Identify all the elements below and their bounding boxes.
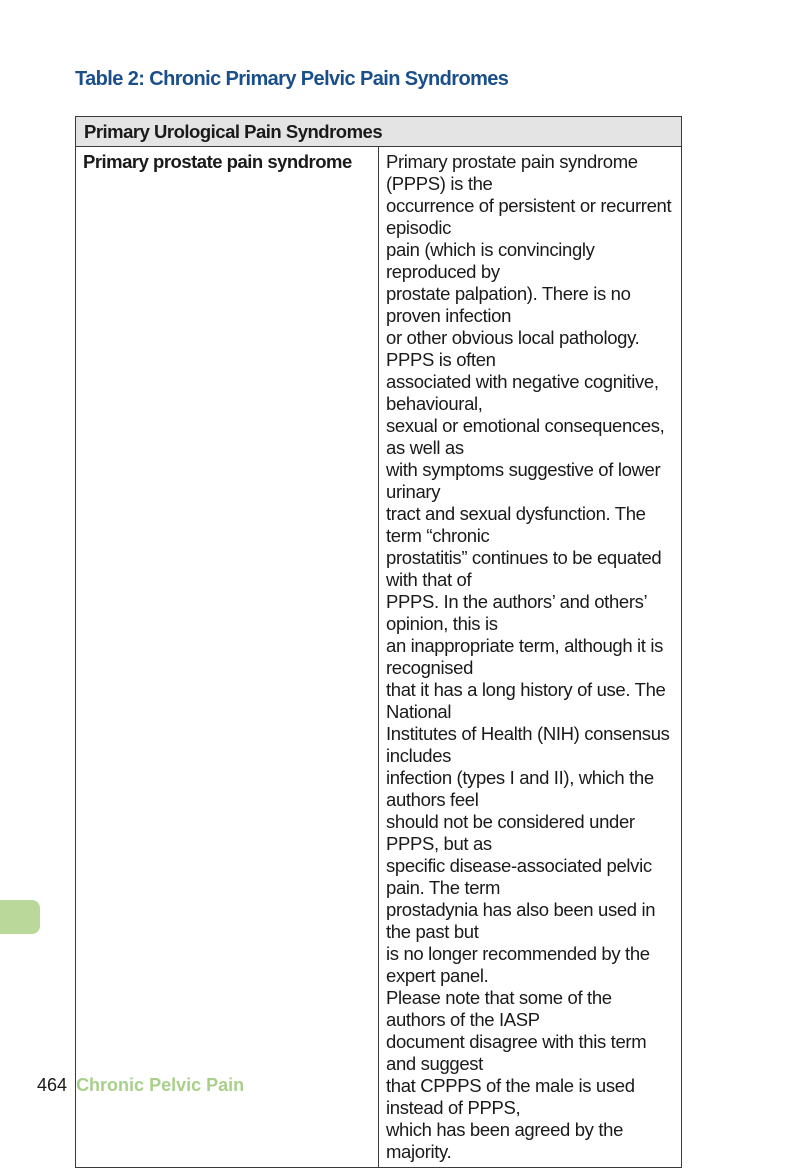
table-section-header-row — [76, 117, 682, 147]
page-number: 464 — [37, 1075, 68, 1095]
section-header: Primary Urological Pain Syndromes — [76, 117, 682, 147]
table-title: Table 2: Chronic Primary Pelvic Pain Syndromes — [75, 68, 509, 90]
syndromes-table — [75, 116, 682, 1168]
table-row — [76, 147, 682, 1168]
chapter-side-tab — [0, 900, 40, 934]
running-title: Chronic Pelvic Pain — [76, 1075, 245, 1095]
page-footer — [37, 1075, 244, 1096]
definition-cell: Primary prostate pain syndrome (PPPS) is the occurrence of persistent or recurrent episodic pain (which is convincingly reproduced by prostate palpation). There is no proven infection or other obvious local pathology. PPPS is often associated with negative cognitive, behavioural, sexual or emotional consequences, as well as with symptoms suggestive of lower urinary tract and sexual dysfunction. The term “chronic prostatitis” continues to be equated with that of PPPS. In the authors’ and others’ opinion, this is an inappropriate term, although it is recognised that it has a long history of use. The National Institutes of Health (NIH) consensus includes infection (types I and II), which the authors feel should not be considered under PPPS, but as specific disease-associated pelvic pain. The term prostadynia has also been used in the past but is no longer recommended by the expert panel. Please note that some of the authors of the IASP document disagree with this term and suggest that CPPPS of the male is used instead of PPPS, which has been agreed by the majority. — [379, 147, 682, 1168]
term-cell: Primary prostate pain syndrome — [76, 147, 379, 1168]
